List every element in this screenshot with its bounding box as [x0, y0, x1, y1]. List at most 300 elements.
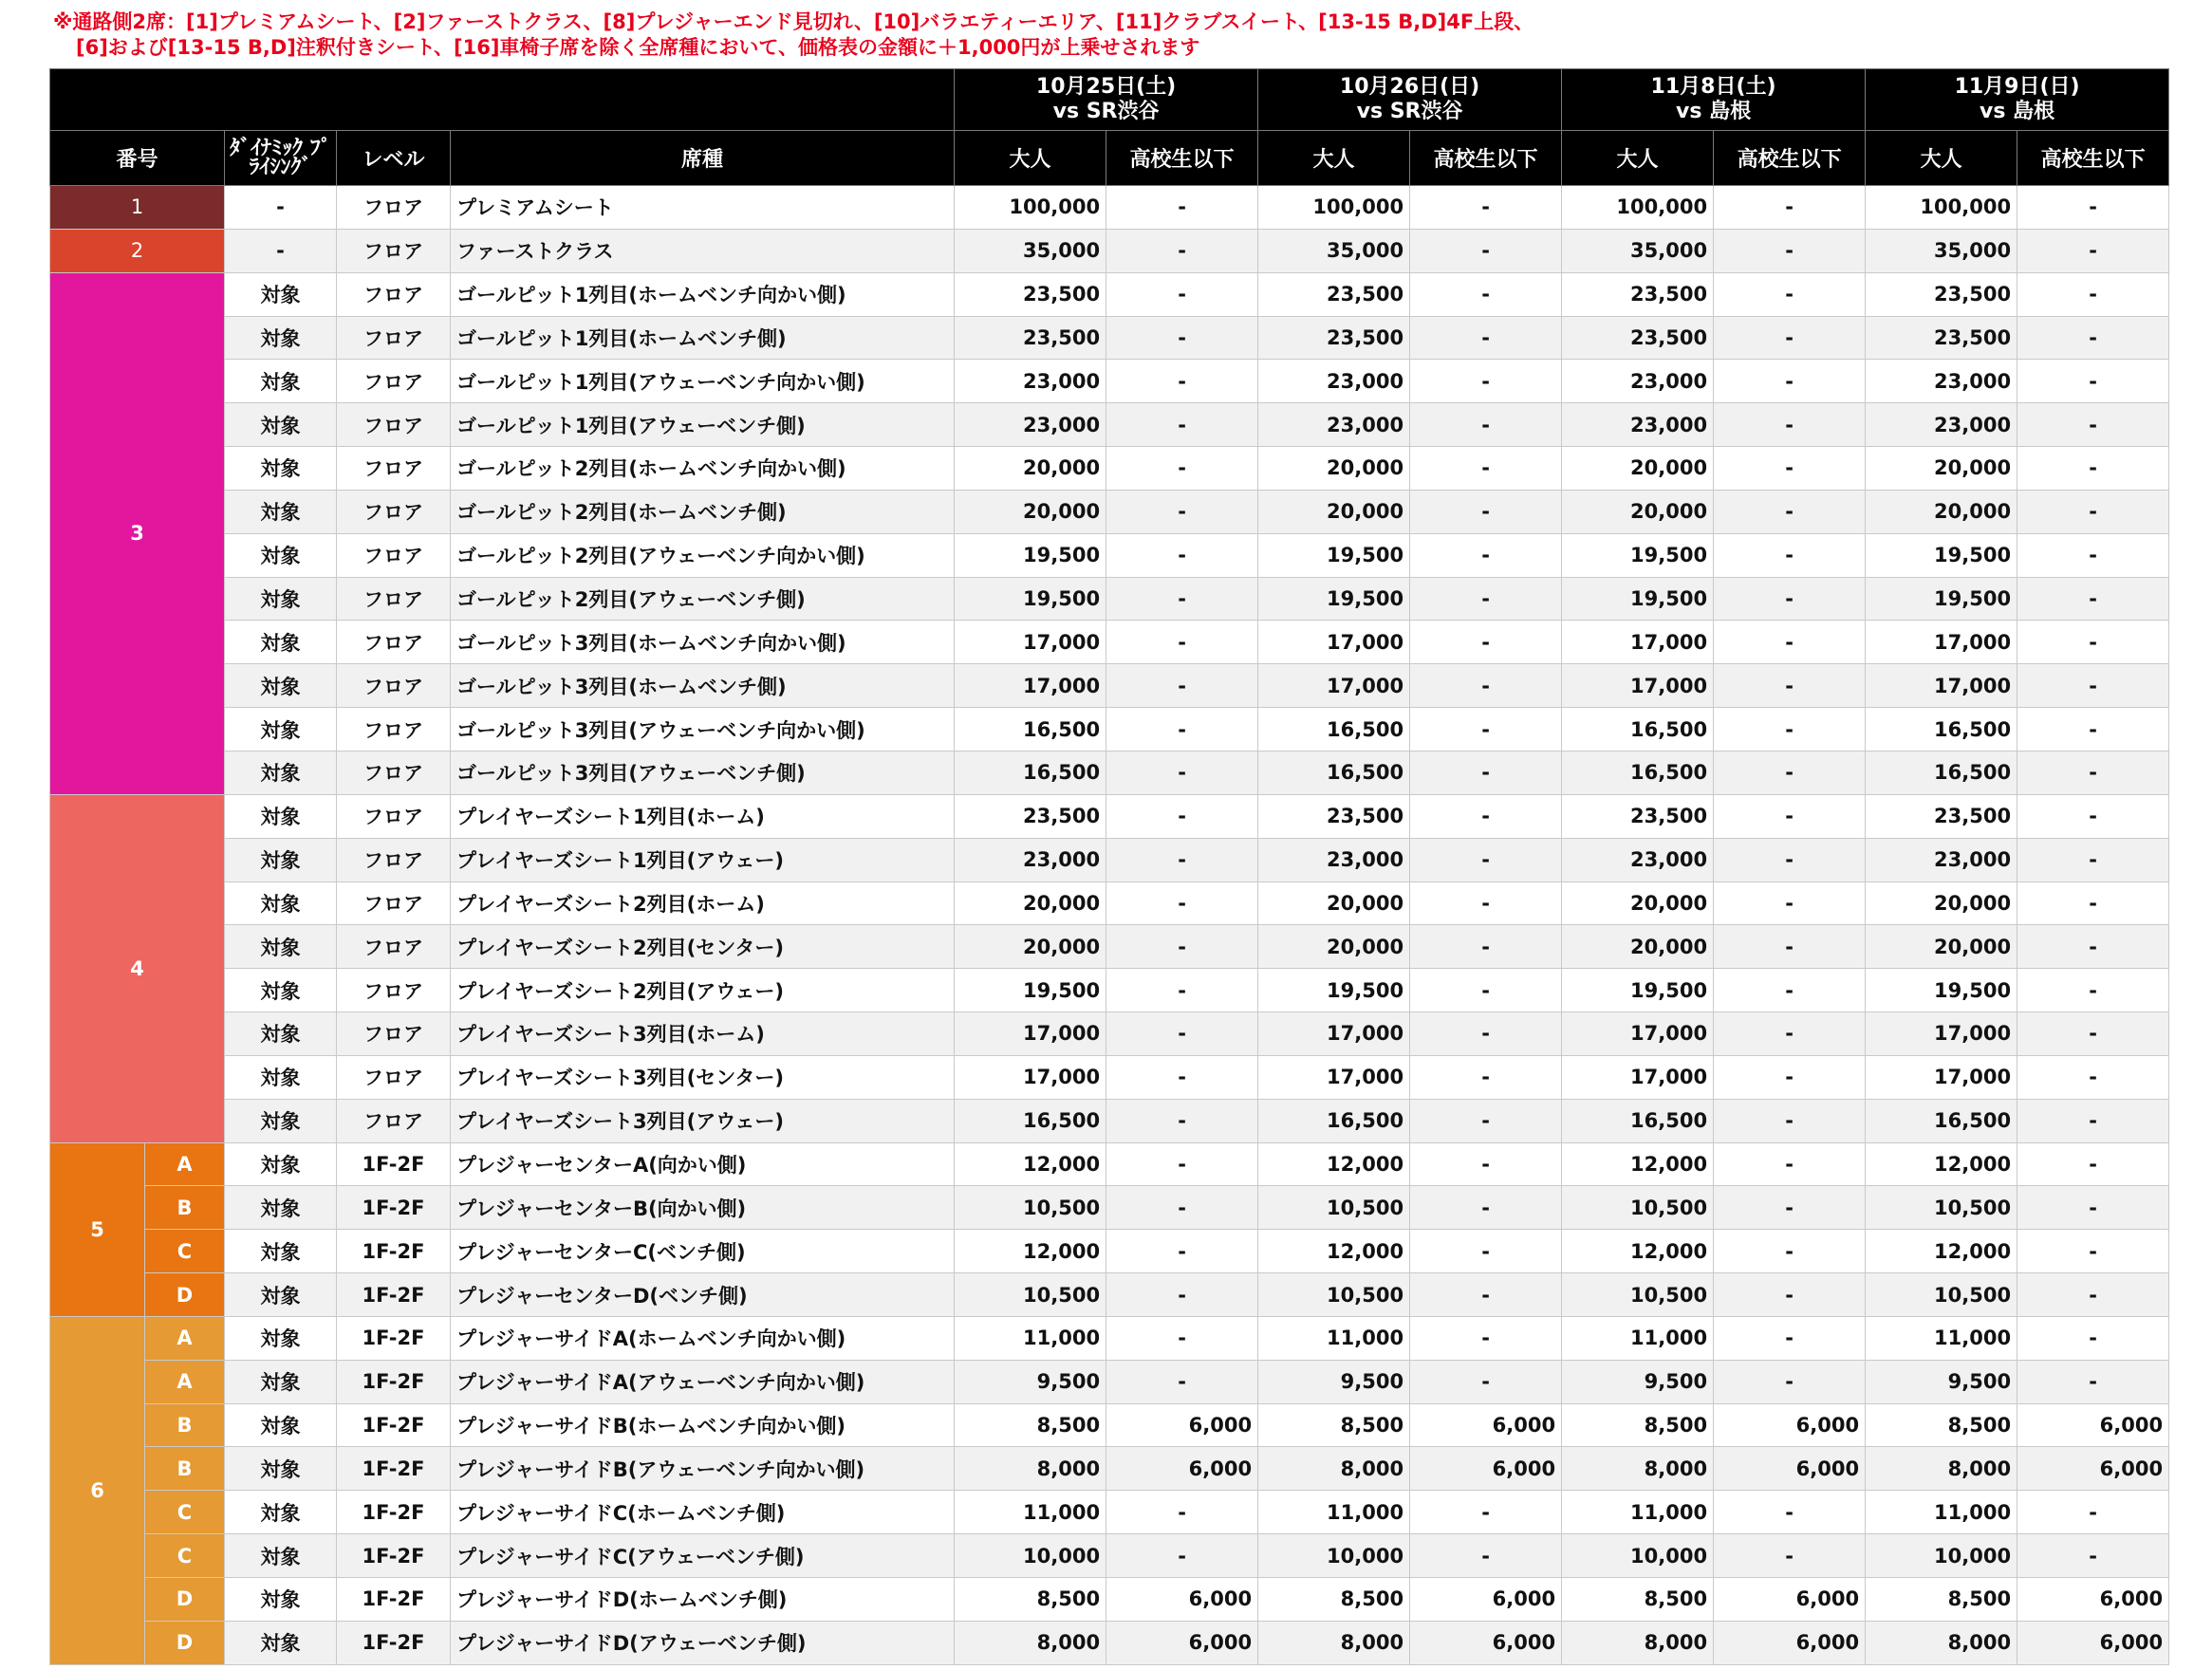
student-price-cell: - — [1714, 664, 1866, 708]
seat-type-cell: プレジャーサイドA(アウェーベンチ向かい側) — [451, 1360, 955, 1403]
student-price-cell: - — [1106, 1230, 1258, 1273]
match-opponent: vs SR渋谷 — [1356, 100, 1463, 123]
header-column-row — [50, 131, 2169, 186]
student-price-cell: 6,000 — [1714, 1621, 1866, 1664]
level-cell: フロア — [337, 360, 451, 403]
dynamic-pricing-cell: 対象 — [225, 925, 337, 969]
seat-type-cell: プレジャーサイドA(ホームベンチ向かい側) — [451, 1316, 955, 1360]
match-date: 11月9日(日) — [1954, 75, 2080, 99]
seat-type-cell: ゴールピット2列目(アウェーベンチ側) — [451, 577, 955, 621]
col-seat-type: 席種 — [451, 131, 955, 186]
student-price-cell: - — [1410, 490, 1562, 533]
dynamic-pricing-cell: - — [225, 229, 337, 272]
student-price-cell: - — [1106, 1360, 1258, 1403]
student-price-cell: - — [1106, 1099, 1258, 1142]
adult-price-cell: 20,000 — [1258, 490, 1410, 533]
adult-price-cell: 19,500 — [955, 969, 1106, 1012]
table-row — [50, 1578, 2169, 1622]
adult-price-cell: 19,500 — [1562, 577, 1714, 621]
level-cell: 1F-2F — [337, 1186, 451, 1230]
seat-sub-block: A — [145, 1360, 225, 1403]
table-row — [50, 1491, 2169, 1534]
adult-price-cell: 17,000 — [1866, 1012, 2017, 1056]
adult-price-cell: 19,500 — [955, 533, 1106, 577]
dynamic-pricing-cell: 対象 — [225, 577, 337, 621]
adult-price-cell: 17,000 — [1866, 1055, 2017, 1099]
adult-price-cell: 100,000 — [1562, 186, 1714, 230]
student-price-cell: 6,000 — [1106, 1447, 1258, 1491]
student-price-cell: - — [1106, 360, 1258, 403]
adult-price-cell: 10,000 — [1258, 1534, 1410, 1578]
adult-price-cell: 10,500 — [1258, 1273, 1410, 1317]
adult-price-cell: 10,500 — [1258, 1186, 1410, 1230]
adult-price-cell: 16,500 — [1258, 708, 1410, 752]
student-price-cell: - — [1410, 1491, 1562, 1534]
adult-price-cell: 8,000 — [955, 1621, 1106, 1664]
adult-price-cell: 17,000 — [1258, 664, 1410, 708]
student-price-cell: - — [1106, 794, 1258, 838]
adult-price-cell: 8,500 — [1562, 1403, 1714, 1447]
student-price-cell: 6,000 — [1714, 1403, 1866, 1447]
level-cell: フロア — [337, 708, 451, 752]
adult-price-cell: 35,000 — [955, 229, 1106, 272]
seat-type-cell: プレジャーセンターB(向かい側) — [451, 1186, 955, 1230]
level-cell: 1F-2F — [337, 1491, 451, 1534]
adult-price-cell: 17,000 — [1562, 1055, 1714, 1099]
student-price-cell: 6,000 — [2017, 1403, 2169, 1447]
student-price-cell: - — [1106, 664, 1258, 708]
seat-type-cell: プレジャーサイドD(アウェーベンチ側) — [451, 1621, 955, 1664]
table-row — [50, 794, 2169, 838]
adult-price-cell: 23,500 — [1562, 316, 1714, 360]
dynamic-pricing-cell: 対象 — [225, 1316, 337, 1360]
adult-price-cell: 23,500 — [1258, 316, 1410, 360]
seat-type-cell: プレイヤーズシート3列目(センター) — [451, 1055, 955, 1099]
level-cell: 1F-2F — [337, 1578, 451, 1622]
seat-type-cell: ゴールピット3列目(ホームベンチ向かい側) — [451, 621, 955, 664]
adult-price-cell: 20,000 — [1258, 447, 1410, 491]
student-price-cell: - — [2017, 838, 2169, 881]
adult-price-cell: 10,000 — [1866, 1534, 2017, 1578]
level-cell: フロア — [337, 186, 451, 230]
match-opponent: vs 島根 — [1676, 100, 1752, 123]
adult-price-cell: 17,000 — [955, 1055, 1106, 1099]
student-price-cell: - — [1714, 490, 1866, 533]
table-row — [50, 186, 2169, 230]
adult-price-cell: 12,000 — [955, 1142, 1106, 1186]
student-price-cell: - — [1714, 186, 1866, 230]
adult-price-cell: 11,000 — [955, 1491, 1106, 1534]
adult-price-cell: 20,000 — [1866, 490, 2017, 533]
level-cell: 1F-2F — [337, 1316, 451, 1360]
adult-price-cell: 23,000 — [955, 838, 1106, 881]
dynamic-pricing-cell: 対象 — [225, 1142, 337, 1186]
adult-price-cell: 8,000 — [1562, 1447, 1714, 1491]
table-row — [50, 1621, 2169, 1664]
adult-price-cell: 35,000 — [1562, 229, 1714, 272]
adult-price-cell: 16,500 — [1562, 1099, 1714, 1142]
adult-price-cell: 23,000 — [955, 403, 1106, 447]
adult-price-cell: 11,000 — [1866, 1491, 2017, 1534]
dynamic-pricing-cell: 対象 — [225, 1578, 337, 1622]
level-cell: 1F-2F — [337, 1230, 451, 1273]
adult-price-cell: 20,000 — [1562, 490, 1714, 533]
student-price-cell: 6,000 — [1410, 1578, 1562, 1622]
table-row — [50, 1534, 2169, 1578]
student-price-cell: - — [2017, 1273, 2169, 1317]
adult-price-cell: 20,000 — [1258, 925, 1410, 969]
adult-price-cell: 12,000 — [1258, 1230, 1410, 1273]
adult-price-cell: 8,500 — [1866, 1403, 2017, 1447]
dynamic-pricing-cell: 対象 — [225, 490, 337, 533]
dynamic-pricing-cell: 対象 — [225, 1360, 337, 1403]
student-price-cell: - — [1714, 403, 1866, 447]
table-row — [50, 1360, 2169, 1403]
level-cell: フロア — [337, 751, 451, 794]
student-price-cell: - — [1714, 447, 1866, 491]
table-row — [50, 403, 2169, 447]
dynamic-pricing-cell: 対象 — [225, 533, 337, 577]
adult-price-cell: 20,000 — [1562, 925, 1714, 969]
table-row — [50, 1186, 2169, 1230]
adult-price-cell: 8,500 — [1258, 1403, 1410, 1447]
adult-price-cell: 35,000 — [1258, 229, 1410, 272]
col-dynamic-pricing: ﾀﾞｲﾅﾐｯｸ ﾌﾟﾗｲｼﾝｸﾞ — [225, 131, 337, 186]
student-price-cell: 6,000 — [2017, 1578, 2169, 1622]
table-row — [50, 1230, 2169, 1273]
student-price-cell: - — [1714, 969, 1866, 1012]
adult-price-cell: 20,000 — [1258, 881, 1410, 925]
student-price-cell: - — [1714, 794, 1866, 838]
adult-price-cell: 20,000 — [1866, 925, 2017, 969]
seat-sub-block: D — [145, 1621, 225, 1664]
adult-price-cell: 17,000 — [1258, 1012, 1410, 1056]
adult-price-cell: 23,500 — [1562, 272, 1714, 316]
dynamic-pricing-cell: 対象 — [225, 1230, 337, 1273]
col-student: 高校生以下 — [2017, 131, 2169, 186]
student-price-cell: - — [1106, 1055, 1258, 1099]
level-cell: フロア — [337, 969, 451, 1012]
seat-sub-block: B — [145, 1403, 225, 1447]
student-price-cell: - — [1106, 969, 1258, 1012]
level-cell: フロア — [337, 490, 451, 533]
student-price-cell: - — [1410, 186, 1562, 230]
student-price-cell: - — [1410, 360, 1562, 403]
table-row — [50, 925, 2169, 969]
seat-type-cell: ゴールピット1列目(アウェーベンチ向かい側) — [451, 360, 955, 403]
adult-price-cell: 23,500 — [955, 794, 1106, 838]
table-row — [50, 1273, 2169, 1317]
col-level: レベル — [337, 131, 451, 186]
student-price-cell: - — [2017, 403, 2169, 447]
student-price-cell: - — [1714, 533, 1866, 577]
match-header-2 — [1258, 69, 1562, 131]
dynamic-pricing-cell: 対象 — [225, 621, 337, 664]
student-price-cell: - — [1106, 1142, 1258, 1186]
adult-price-cell: 12,000 — [1866, 1230, 2017, 1273]
student-price-cell: 6,000 — [1106, 1403, 1258, 1447]
dynamic-pricing-cell: 対象 — [225, 1403, 337, 1447]
adult-price-cell: 12,000 — [955, 1230, 1106, 1273]
adult-price-cell: 11,000 — [1866, 1316, 2017, 1360]
student-price-cell: - — [1106, 272, 1258, 316]
student-price-cell: - — [1714, 577, 1866, 621]
adult-price-cell: 8,500 — [955, 1403, 1106, 1447]
level-cell: フロア — [337, 229, 451, 272]
student-price-cell: - — [1106, 881, 1258, 925]
adult-price-cell: 12,000 — [1562, 1230, 1714, 1273]
dynamic-pricing-cell: 対象 — [225, 447, 337, 491]
dynamic-pricing-cell: 対象 — [225, 838, 337, 881]
student-price-cell: - — [1106, 838, 1258, 881]
student-price-cell: - — [1410, 1273, 1562, 1317]
adult-price-cell: 19,500 — [1866, 577, 2017, 621]
student-price-cell: - — [1714, 316, 1866, 360]
seat-type-cell: ファーストクラス — [451, 229, 955, 272]
level-cell: フロア — [337, 447, 451, 491]
adult-price-cell: 11,000 — [1562, 1316, 1714, 1360]
seat-group-number: 3 — [50, 272, 225, 794]
student-price-cell: - — [1714, 1491, 1866, 1534]
student-price-cell: - — [2017, 794, 2169, 838]
dynamic-pricing-cell: 対象 — [225, 1621, 337, 1664]
level-cell: フロア — [337, 577, 451, 621]
table-row — [50, 360, 2169, 403]
student-price-cell: - — [2017, 316, 2169, 360]
adult-price-cell: 16,500 — [1562, 751, 1714, 794]
adult-price-cell: 19,500 — [1258, 533, 1410, 577]
table-row — [50, 1316, 2169, 1360]
student-price-cell: - — [2017, 621, 2169, 664]
student-price-cell: - — [1410, 794, 1562, 838]
adult-price-cell: 10,500 — [1866, 1186, 2017, 1230]
price-table-body — [50, 186, 2169, 1665]
student-price-cell: - — [1714, 229, 1866, 272]
dynamic-pricing-cell: 対象 — [225, 664, 337, 708]
student-price-cell: - — [1410, 229, 1562, 272]
dynamic-pricing-cell: 対象 — [225, 403, 337, 447]
dynamic-pricing-cell: 対象 — [225, 881, 337, 925]
seat-type-cell: ゴールピット1列目(ホームベンチ向かい側) — [451, 272, 955, 316]
student-price-cell: - — [2017, 1491, 2169, 1534]
adult-price-cell: 100,000 — [955, 186, 1106, 230]
adult-price-cell: 11,000 — [1258, 1316, 1410, 1360]
table-row — [50, 881, 2169, 925]
col-adult: 大人 — [955, 131, 1106, 186]
adult-price-cell: 10,500 — [1562, 1273, 1714, 1317]
student-price-cell: - — [2017, 1012, 2169, 1056]
level-cell: フロア — [337, 838, 451, 881]
col-student: 高校生以下 — [1410, 131, 1562, 186]
student-price-cell: - — [2017, 751, 2169, 794]
student-price-cell: - — [1714, 708, 1866, 752]
seat-sub-block: C — [145, 1534, 225, 1578]
adult-price-cell: 23,500 — [1866, 316, 2017, 360]
table-row — [50, 533, 2169, 577]
adult-price-cell: 12,000 — [1258, 1142, 1410, 1186]
student-price-cell: - — [1410, 1099, 1562, 1142]
student-price-cell: - — [1106, 1012, 1258, 1056]
adult-price-cell: 16,500 — [1866, 708, 2017, 752]
student-price-cell: - — [1106, 1273, 1258, 1317]
col-adult: 大人 — [1562, 131, 1714, 186]
student-price-cell: - — [1106, 186, 1258, 230]
level-cell: フロア — [337, 272, 451, 316]
student-price-cell: - — [1106, 751, 1258, 794]
adult-price-cell: 23,500 — [955, 316, 1106, 360]
seat-type-cell: ゴールピット1列目(ホームベンチ側) — [451, 316, 955, 360]
table-row — [50, 969, 2169, 1012]
adult-price-cell: 8,000 — [955, 1447, 1106, 1491]
adult-price-cell: 19,500 — [955, 577, 1106, 621]
adult-price-cell: 16,500 — [1562, 708, 1714, 752]
seat-type-cell: プレイヤーズシート2列目(アウェー) — [451, 969, 955, 1012]
table-row — [50, 1012, 2169, 1056]
level-cell: 1F-2F — [337, 1621, 451, 1664]
level-cell: フロア — [337, 664, 451, 708]
adult-price-cell: 23,000 — [1258, 360, 1410, 403]
student-price-cell: - — [2017, 1230, 2169, 1273]
student-price-cell: 6,000 — [1410, 1621, 1562, 1664]
table-row — [50, 1142, 2169, 1186]
student-price-cell: - — [1410, 1186, 1562, 1230]
adult-price-cell: 23,500 — [1258, 794, 1410, 838]
adult-price-cell: 8,000 — [1258, 1621, 1410, 1664]
student-price-cell: - — [2017, 1099, 2169, 1142]
adult-price-cell: 100,000 — [1866, 186, 2017, 230]
adult-price-cell: 16,500 — [1866, 751, 2017, 794]
level-cell: フロア — [337, 403, 451, 447]
seat-sub-block: A — [145, 1316, 225, 1360]
adult-price-cell: 8,000 — [1258, 1447, 1410, 1491]
seat-type-cell: プレイヤーズシート1列目(ホーム) — [451, 794, 955, 838]
adult-price-cell: 16,500 — [1258, 751, 1410, 794]
seat-sub-block: D — [145, 1273, 225, 1317]
adult-price-cell: 20,000 — [1866, 881, 2017, 925]
seat-type-cell: プレジャーセンターC(ベンチ側) — [451, 1230, 955, 1273]
adult-price-cell: 16,500 — [1866, 1099, 2017, 1142]
student-price-cell: - — [1714, 1099, 1866, 1142]
student-price-cell: - — [2017, 708, 2169, 752]
adult-price-cell: 10,500 — [955, 1273, 1106, 1317]
adult-price-cell: 20,000 — [1562, 881, 1714, 925]
adult-price-cell: 10,500 — [1562, 1186, 1714, 1230]
seat-type-cell: ゴールピット2列目(ホームベンチ側) — [451, 490, 955, 533]
student-price-cell: - — [1106, 1491, 1258, 1534]
adult-price-cell: 19,500 — [1866, 533, 2017, 577]
table-row — [50, 272, 2169, 316]
student-price-cell: - — [1714, 925, 1866, 969]
student-price-cell: - — [1106, 490, 1258, 533]
student-price-cell: - — [1410, 403, 1562, 447]
seat-type-cell: プレジャーサイドC(アウェーベンチ側) — [451, 1534, 955, 1578]
student-price-cell: 6,000 — [1714, 1578, 1866, 1622]
student-price-cell: - — [1106, 708, 1258, 752]
student-price-cell: - — [1410, 664, 1562, 708]
header-match-row — [50, 69, 2169, 131]
student-price-cell: - — [1714, 838, 1866, 881]
match-header-1 — [955, 69, 1258, 131]
level-cell: フロア — [337, 316, 451, 360]
adult-price-cell: 8,000 — [1866, 1447, 2017, 1491]
student-price-cell: - — [1410, 969, 1562, 1012]
student-price-cell: - — [1714, 1316, 1866, 1360]
student-price-cell: 6,000 — [1410, 1447, 1562, 1491]
adult-price-cell: 16,500 — [955, 708, 1106, 752]
adult-price-cell: 11,000 — [1562, 1491, 1714, 1534]
student-price-cell: - — [2017, 533, 2169, 577]
student-price-cell: - — [1106, 1186, 1258, 1230]
seat-group-number: 2 — [50, 229, 225, 272]
col-student: 高校生以下 — [1714, 131, 1866, 186]
student-price-cell: - — [1410, 533, 1562, 577]
student-price-cell: 6,000 — [1106, 1578, 1258, 1622]
student-price-cell: - — [1106, 925, 1258, 969]
price-notice — [53, 9, 2198, 61]
dynamic-pricing-cell: 対象 — [225, 1447, 337, 1491]
seat-type-cell: ゴールピット2列目(ホームベンチ向かい側) — [451, 447, 955, 491]
seat-sub-block: D — [145, 1578, 225, 1622]
table-row — [50, 490, 2169, 533]
match-header-3 — [1562, 69, 1866, 131]
student-price-cell: - — [2017, 577, 2169, 621]
student-price-cell: - — [2017, 1534, 2169, 1578]
adult-price-cell: 23,500 — [1866, 794, 2017, 838]
adult-price-cell: 12,000 — [1562, 1142, 1714, 1186]
student-price-cell: - — [1714, 1012, 1866, 1056]
student-price-cell: - — [1106, 533, 1258, 577]
student-price-cell: - — [1714, 751, 1866, 794]
adult-price-cell: 19,500 — [1562, 969, 1714, 1012]
adult-price-cell: 9,500 — [955, 1360, 1106, 1403]
dynamic-pricing-cell: 対象 — [225, 1055, 337, 1099]
dynamic-pricing-cell: 対象 — [225, 316, 337, 360]
seat-type-cell: プレイヤーズシート1列目(アウェー) — [451, 838, 955, 881]
table-row — [50, 1403, 2169, 1447]
adult-price-cell: 16,500 — [955, 751, 1106, 794]
adult-price-cell: 19,500 — [1562, 533, 1714, 577]
level-cell: フロア — [337, 794, 451, 838]
adult-price-cell: 8,000 — [1562, 1621, 1714, 1664]
table-row — [50, 316, 2169, 360]
adult-price-cell: 17,000 — [1562, 664, 1714, 708]
dynamic-pricing-cell: 対象 — [225, 969, 337, 1012]
student-price-cell: 6,000 — [2017, 1447, 2169, 1491]
table-row — [50, 447, 2169, 491]
level-cell: フロア — [337, 1099, 451, 1142]
notice-line-2: [6]および[13-15 B,D]注釈付きシート、[16]車椅子席を除く全席種において、価格表の金額に＋1,000円が上乗せされます — [76, 36, 1200, 59]
adult-price-cell: 9,500 — [1258, 1360, 1410, 1403]
student-price-cell: - — [1714, 272, 1866, 316]
dynamic-pricing-cell: - — [225, 186, 337, 230]
table-row — [50, 621, 2169, 664]
seat-sub-block: A — [145, 1142, 225, 1186]
adult-price-cell: 23,500 — [1562, 794, 1714, 838]
adult-price-cell: 20,000 — [1866, 447, 2017, 491]
seat-sub-block: B — [145, 1186, 225, 1230]
dynamic-pricing-cell: 対象 — [225, 708, 337, 752]
seat-group-number: 4 — [50, 794, 225, 1142]
student-price-cell: - — [1714, 1534, 1866, 1578]
adult-price-cell: 19,500 — [1258, 969, 1410, 1012]
level-cell: 1F-2F — [337, 1534, 451, 1578]
level-cell: 1F-2F — [337, 1360, 451, 1403]
adult-price-cell: 23,000 — [1866, 360, 2017, 403]
adult-price-cell: 100,000 — [1258, 186, 1410, 230]
student-price-cell: - — [1106, 316, 1258, 360]
seat-group-number: 5 — [50, 1142, 145, 1316]
col-student: 高校生以下 — [1106, 131, 1258, 186]
